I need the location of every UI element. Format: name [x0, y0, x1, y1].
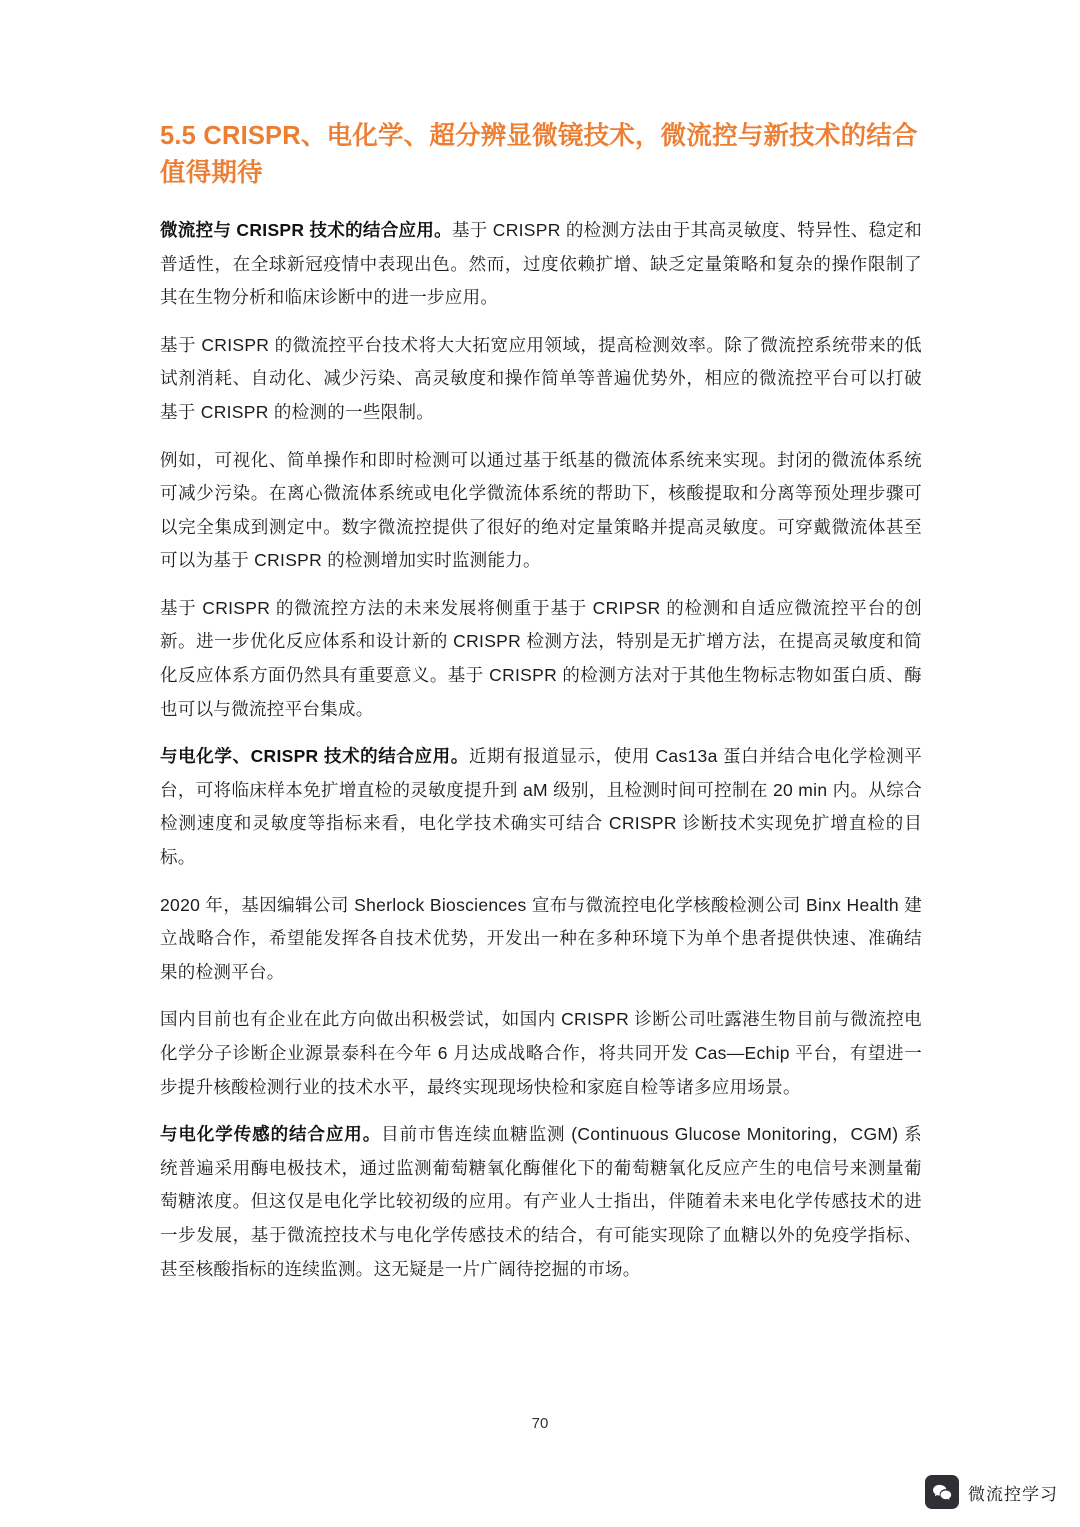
- paragraph-text: 2020 年，基因编辑公司 Sherlock Biosciences 宣布与微流控电化学核酸检测公司 Binx Health 建立战略合作，希望能发挥各自技术优势，开发出一种在多种环境下为单个患者提供快速、准确结果的检测平台。: [160, 894, 922, 982]
- paragraph-lead: 与电化学、CRISPR 技术的结合应用。: [160, 746, 469, 767]
- paragraph: [160, 592, 922, 726]
- paragraph: [160, 329, 922, 430]
- paragraph-lead: 微流控与 CRISPR 技术的结合应用。: [160, 219, 452, 240]
- paragraph: [160, 214, 922, 315]
- paragraph: [160, 740, 922, 874]
- footer-account-name: 微流控学习: [968, 1484, 1058, 1504]
- paragraph-text: 基于 CRISPR 的微流控平台技术将大大拓宽应用领域，提高检测效率。除了微流控系统带来的低试剂消耗、自动化、减少污染、高灵敏度和操作简单等普遍优势外，相应的微流控平台可以打破基于 CRISPR 的检测的一些限制。: [160, 334, 922, 422]
- wechat-account-icon: [925, 1475, 959, 1509]
- paragraph-lead: 与电化学传感的结合应用。: [160, 1124, 382, 1145]
- page-content: [160, 118, 922, 1286]
- paragraph: [160, 1118, 922, 1286]
- paragraph-text: 近期有报道显示，使用 Cas13a 蛋白并结合电化学检测平台，可将临床样本免扩增直检的灵敏度提升到 aM 级别，且检测时间可控制在 20 min 内。从综合检测速度和灵敏度等指标来看，电化学技术确实可结合 CRISPR 诊断技术实现免扩增直检的目标。: [160, 746, 923, 868]
- paragraph-text: 基于 CRISPR 的微流控方法的未来发展将侧重于基于 CRIPSR 的检测和自适应微流控平台的创新。进一步优化反应体系和设计新的 CRISPR 检测方法，特别是无扩增方法，在提高灵敏度和简化反应体系方面仍然具有重要意义。基于 CRISPR 的检测方法对于其他生物标志物如蛋白质、酶也可以与微流控平台集成。: [160, 597, 922, 719]
- paragraph-text: 基于 CRISPR 的检测方法由于其高灵敏度、特异性、稳定和普适性，在全球新冠疫情中表现出色。然而，过度依赖扩增、缺乏定量策略和复杂的操作限制了其在生物分析和临床诊断中的进一步应用。: [160, 219, 923, 308]
- paragraph: [160, 1003, 922, 1104]
- page-number: 70: [531, 1415, 549, 1432]
- footer-account-badge[interactable]: [925, 1475, 1058, 1509]
- paragraph-text: 目前市售连续血糖监测 (Continuous Glucose Monitoring，CGM) 系统普遍采用酶电极技术，通过监测葡萄糖氧化酶催化下的葡萄糖氧化反应产生的电信号来测量葡萄糖浓度。但这仅是电化学比较初级的应用。有产业人士指出，伴随着未来电化学传感技术的进一步发展，基于微流控技术与电化学传感技术的结合，有可能实现除了血糖以外的免疫学指标、甚至核酸指标的连续监测。这无疑是一片广阔待挖掘的市场。: [160, 1124, 922, 1279]
- page-title: 5.5 CRISPR、电化学、超分辨显微镜技术，微流控与新技术的结合值得期待: [160, 122, 918, 187]
- paragraph-text: 例如，可视化、简单操作和即时检测可以通过基于纸基的微流体系统来实现。封闭的微流体系统可减少污染。在离心微流体系统或电化学微流体系统的帮助下，核酸提取和分离等预处理步骤可以完全集成到测定中。数字微流控提供了很好的绝对定量策略并提高灵敏度。可穿戴微流体甚至可以为基于 CRISPR 的检测增加实时监测能力。: [160, 449, 922, 571]
- paragraph-text: 国内目前也有企业在此方向做出积极尝试，如国内 CRISPR 诊断公司吐露港生物目前与微流控电化学分子诊断企业源景泰科在今年 6 月达成战略合作，将共同开发 Cas—Echip 平台，有望进一步提升核酸检测行业的技术水平，最终实现现场快检和家庭自检等诸多应用场景。: [160, 1009, 922, 1097]
- paragraph: [160, 444, 922, 578]
- paragraph: [160, 889, 922, 990]
